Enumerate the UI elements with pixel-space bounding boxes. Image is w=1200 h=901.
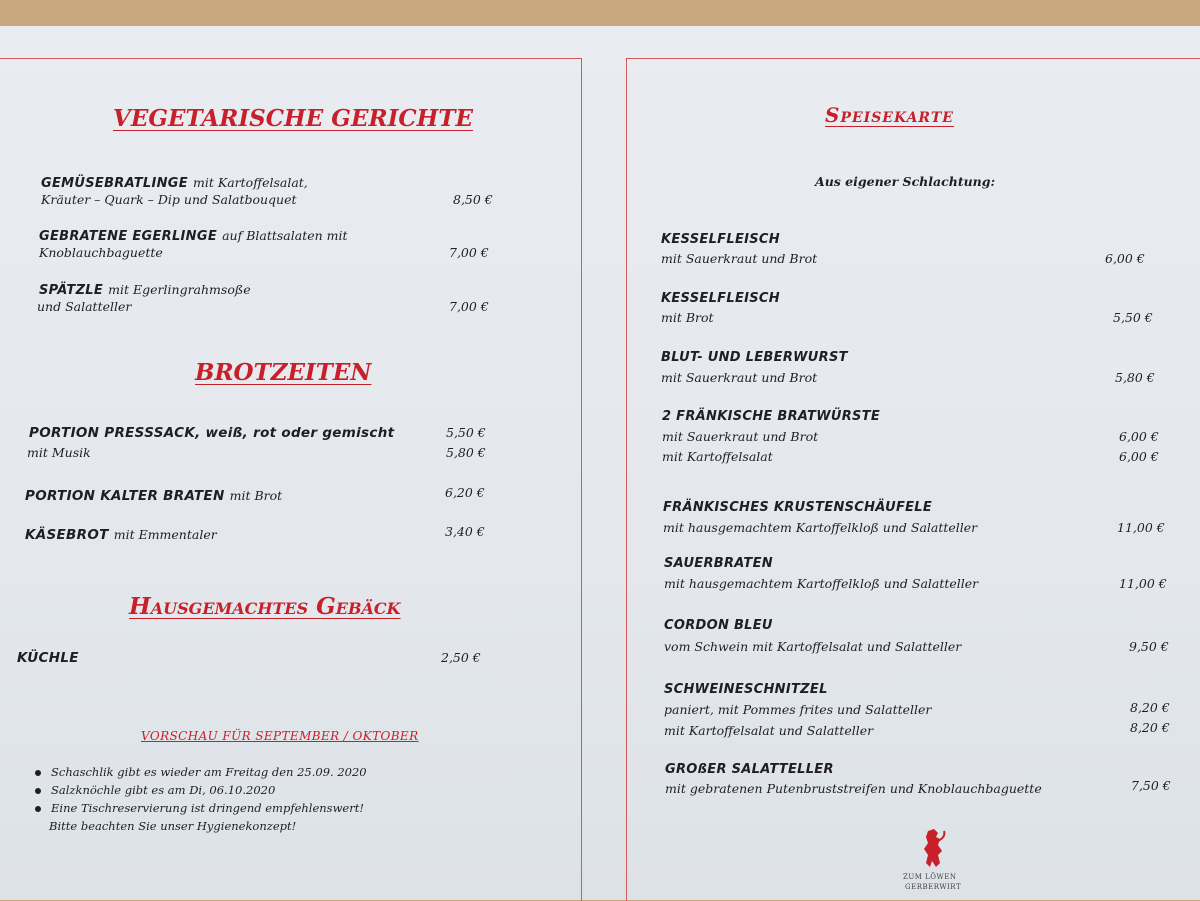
- dish-desc-line2: mit Kartoffelsalat und Salatteller: [664, 723, 874, 738]
- dish-kuechle: KÜCHLE: [17, 650, 79, 666]
- vegetarian-section-title: VEGETARISCHE GERICHTE: [113, 105, 474, 132]
- dish-price: 5,80 €: [1115, 370, 1155, 385]
- dish-desc: mit Sauerkraut und Brot: [661, 370, 818, 385]
- dish-kalter-braten: [25, 485, 282, 504]
- dish-price: 6,20 €: [445, 485, 485, 500]
- dish-desc: mit Brot: [661, 310, 714, 325]
- dish-schweineschnitzel: SCHWEINESCHNITZEL: [664, 682, 828, 697]
- dish-price: 7,50 €: [1131, 778, 1171, 793]
- preview-note: Schaschlik gibt es wieder am Freitag den 25.09. 2020: [51, 765, 367, 779]
- dish-krustenschaeufele: FRÄNKISCHES KRUSTENSCHÄUFELE: [663, 500, 933, 515]
- dish-price: 6,00 €: [1119, 449, 1159, 464]
- dish-price: 8,20 €: [1130, 720, 1170, 735]
- dish-kaesebrot: [25, 524, 217, 543]
- dish-desc: mit Kartoffelsalat,: [193, 175, 308, 190]
- dish-cordon-bleu: CORDON BLEU: [664, 618, 773, 633]
- preview-title: VORSCHAU FÜR SEPTEMBER / OKTOBER: [141, 729, 419, 743]
- dish-desc-line2: Kräuter – Quark – Dip und Salatbouquet: [41, 192, 297, 207]
- dish-presssack: PORTION PRESSSACK, weiß, rot oder gemischt: [29, 425, 395, 441]
- bullet-icon: [35, 788, 41, 794]
- dish-price: 11,00 €: [1117, 520, 1165, 535]
- dish-spaetzle: [39, 279, 251, 298]
- bullet-icon: [35, 770, 41, 776]
- preview-note: Eine Tischreservierung ist dringend empfehlenswert!: [51, 801, 364, 815]
- dish-desc: mit Sauerkraut und Brot: [662, 429, 819, 444]
- preview-note: Salzknöchle gibt es am Di, 06.10.2020: [51, 783, 276, 797]
- dish-desc: auf Blattsalaten mit: [222, 228, 348, 243]
- dish-desc: mit Brot: [229, 488, 283, 503]
- dish-blut-leberwurst: BLUT- UND LEBERWURST: [661, 350, 848, 365]
- dish-price: 8,50 €: [453, 192, 493, 207]
- dish-desc: vom Schwein mit Kartoffelsalat und Salatteller: [664, 639, 962, 654]
- dish-desc: mit Egerlingrahmsoße: [108, 282, 251, 297]
- dish-price: 6,00 €: [1105, 251, 1145, 266]
- right-menu-page: [626, 58, 1200, 901]
- dish-kesselfleisch-brot: KESSELFLEISCH: [661, 291, 780, 306]
- dish-kesselfleisch-sauerkraut: KESSELFLEISCH: [661, 232, 780, 247]
- dish-name: KÄSEBROT: [25, 527, 109, 543]
- dish-name: GEBRATENE EGERLINGE: [39, 229, 218, 244]
- brotzeiten-section-title: BROTZEITEN: [195, 359, 372, 386]
- subtitle-own-slaughter: Aus eigener Schlachtung:: [815, 174, 996, 189]
- dish-desc: mit hausgemachtem Kartoffelkloß und Salatteller: [663, 520, 978, 535]
- dish-desc: paniert, mit Pommes frites und Salatteller: [664, 702, 932, 717]
- dish-desc: mit hausgemachtem Kartoffelkloß und Salatteller: [664, 576, 979, 591]
- bullet-icon: [35, 806, 41, 812]
- dish-price: 11,00 €: [1119, 576, 1167, 591]
- dish-price: 5,80 €: [446, 445, 486, 460]
- gebaeck-section-title: Hausgemachtes Gebäck: [129, 593, 401, 620]
- dish-desc: mit Emmentaler: [113, 527, 217, 542]
- preview-note: Bitte beachten Sie unser Hygienekonzept!: [49, 819, 297, 833]
- dish-fraenkische-bratwuerste: 2 FRÄNKISCHE BRATWÜRSTE: [662, 409, 881, 424]
- logo-line1: ZUM LÖWEN: [903, 873, 957, 881]
- dish-name: GEMÜSEBRATLINGE: [41, 176, 188, 191]
- dish-price: 2,50 €: [441, 650, 481, 665]
- dish-gemuesebratlinge: [41, 172, 308, 191]
- dish-desc-line2: Knoblauchbaguette: [39, 245, 163, 260]
- dish-desc-line2: mit Kartoffelsalat: [662, 449, 773, 464]
- dish-price: 5,50 €: [1113, 310, 1153, 325]
- dish-price: 5,50 €: [446, 425, 486, 440]
- dish-name: PORTION KALTER BRATEN: [25, 488, 225, 504]
- dish-price: 7,00 €: [449, 299, 489, 314]
- dish-sauerbraten: SAUERBRATEN: [664, 556, 773, 571]
- dish-price: 9,50 €: [1129, 639, 1169, 654]
- left-menu-page: [0, 58, 582, 901]
- dish-price: 8,20 €: [1130, 700, 1170, 715]
- speisekarte-title: Speisekarte: [825, 103, 954, 127]
- dish-desc-line2: und Salatteller: [37, 299, 132, 314]
- dish-desc: mit Musik: [27, 445, 91, 460]
- dish-name: SPÄTZLE: [39, 283, 104, 298]
- dish-price: 3,40 €: [445, 524, 485, 539]
- dish-grosser-salatteller: GROßER SALATTELLER: [665, 762, 834, 777]
- logo-line2: GERBERWIRT: [905, 883, 962, 891]
- lion-logo-icon: [918, 827, 948, 869]
- dish-gebratene-egerlinge: [39, 225, 348, 244]
- dish-desc: mit gebratenen Putenbruststreifen und Knoblauchbaguette: [665, 781, 1042, 796]
- dish-desc: mit Sauerkraut und Brot: [661, 251, 818, 266]
- dish-price: 7,00 €: [449, 245, 489, 260]
- dish-price: 6,00 €: [1119, 429, 1159, 444]
